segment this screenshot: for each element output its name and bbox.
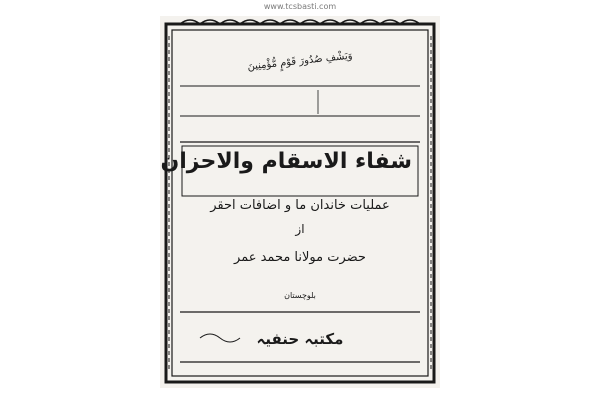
place-name: بلوچستان	[284, 291, 316, 300]
book-subtitle: عملیات خاندان ما و اضافات احقر	[210, 198, 390, 213]
cover-motto: وَيَشْفِ صُدُورَ قَوْمٍ مُّؤْمِنِينَ	[246, 50, 354, 73]
book-cover	[160, 16, 440, 388]
by-word: از	[295, 222, 305, 236]
book-title: شفاء الاسقام والاحزان	[160, 149, 412, 174]
publisher-name: مکتبہ حنفیہ	[256, 330, 344, 348]
site-url: www.tcsbasti.com	[263, 2, 337, 11]
author-name: حضرت مولانا محمد عمر	[234, 250, 366, 265]
